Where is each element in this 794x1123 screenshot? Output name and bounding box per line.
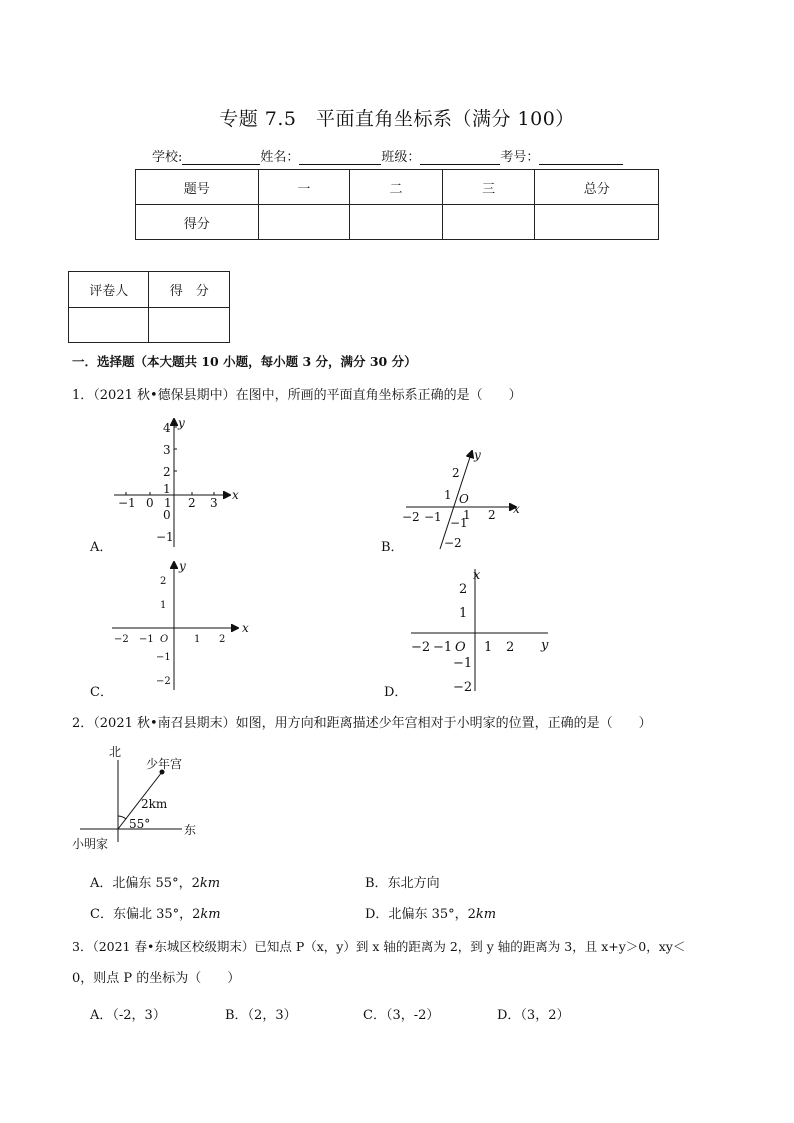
q2-option-b[interactable]: [365, 872, 440, 891]
x-axis-label: y: [541, 638, 549, 653]
q1-figure-a: [110, 415, 250, 550]
q3-option-b[interactable]: B．（2，3）: [225, 1008, 297, 1023]
q1-option-b-label[interactable]: B．: [381, 540, 404, 555]
y-axis-label: y: [178, 416, 185, 430]
option-label: C．: [90, 907, 113, 922]
q1-figure-c: [108, 560, 258, 695]
option-text: 北偏东 55°，2: [112, 876, 200, 891]
section-heading: 一．选择题（本大题共 10 小题，每小题 3 分，满分 30 分）: [72, 354, 417, 369]
question-3-line-2: 0，则点 P 的坐标为（ ）: [72, 971, 241, 986]
tick-label: 2: [506, 640, 515, 655]
east-label: 东: [184, 823, 197, 837]
score-header-cell: 一: [258, 170, 350, 205]
distance-label: 2km: [141, 797, 168, 811]
question-2-text: 2．（2021 秋•南召县期末）如图，用方向和距离描述少年宫相对于小明家的位置，正确的是（ ）: [72, 716, 652, 731]
home-label: 小明家: [72, 837, 109, 851]
tick-label: 2: [488, 508, 496, 522]
tick-label: −1: [433, 640, 453, 655]
student-info-line: [152, 146, 623, 165]
name-field[interactable]: [299, 150, 381, 165]
grader-header-cell: 评卷人: [69, 272, 149, 308]
score-cell[interactable]: [350, 205, 443, 240]
score-row-label: 得分: [136, 205, 259, 240]
id-label: 考号：: [500, 150, 540, 165]
option-text: 北偏东 35°，2: [388, 907, 476, 922]
q2-direction-figure: [70, 742, 210, 854]
q1-figure-b: [400, 445, 530, 555]
option-label: B．: [365, 876, 388, 891]
x-axis-label: x: [242, 621, 249, 635]
score-cell[interactable]: [442, 205, 535, 240]
tick-label: O: [455, 640, 466, 655]
option-unit: km: [200, 907, 221, 922]
tick-label: 1: [160, 600, 167, 611]
tick-label: −2: [411, 640, 431, 655]
tick-label: −1: [118, 496, 136, 510]
tick-label: −1: [450, 516, 468, 530]
angle-label: 55°: [129, 817, 151, 831]
option-label: D．: [365, 907, 389, 922]
tick-label: 0: [146, 496, 154, 510]
tick-label: −1: [156, 530, 174, 544]
option-unit: km: [199, 876, 221, 891]
q3-option-d[interactable]: D．（3，2）: [497, 1008, 570, 1023]
page-title: 专题 7.5 平面直角坐标系（满分 100）: [219, 108, 575, 130]
school-label: 学校:: [152, 150, 183, 165]
tick-label: −1: [139, 634, 154, 645]
target-label: 少年宫: [146, 757, 183, 771]
tick-label: 0: [163, 508, 171, 522]
score-header-cell: 二: [350, 170, 443, 205]
tick-label: −2: [114, 634, 129, 645]
grader-table: [68, 271, 230, 343]
origin-label: O: [459, 492, 469, 506]
tick-label: O: [160, 634, 169, 645]
id-field[interactable]: [539, 150, 623, 165]
tick-label: 1: [194, 634, 201, 645]
q2-option-a[interactable]: [90, 872, 220, 891]
tick-label: 1: [484, 640, 493, 655]
question-1-text: 1．（2021 秋•德保县期中）在图中，所画的平面直角坐标系正确的是（ ）: [72, 388, 522, 403]
tick-label: 2: [160, 576, 167, 587]
north-label: 北: [109, 745, 122, 759]
q2-option-d[interactable]: [365, 903, 496, 922]
score-cell[interactable]: [258, 205, 350, 240]
tick-label: 1: [463, 508, 471, 522]
tick-label: 1: [164, 496, 172, 510]
q1-option-a-label[interactable]: A．: [90, 540, 113, 555]
score-cell[interactable]: [535, 205, 659, 240]
tick-label: 2: [163, 465, 171, 479]
grader-cell[interactable]: [149, 308, 230, 343]
tick-label: 2: [219, 634, 226, 645]
score-header-cell: 总分: [535, 170, 659, 205]
q3-option-c[interactable]: C．（3，-2）: [363, 1008, 440, 1023]
y-axis-label: x: [473, 568, 481, 583]
q2-option-c[interactable]: [90, 903, 221, 922]
option-label: A．: [90, 876, 113, 891]
tick-label: 4: [163, 421, 171, 435]
tick-label: −1: [424, 510, 442, 524]
x-axis-label: x: [232, 488, 239, 502]
school-field[interactable]: [182, 150, 260, 165]
tick-label: 1: [459, 606, 468, 621]
tick-label: 3: [163, 443, 171, 457]
tick-label: −1: [156, 652, 171, 663]
q1-figure-d: [405, 565, 555, 695]
tick-label: 2: [188, 496, 196, 510]
angle-arc: [118, 816, 126, 819]
score-table: [135, 169, 659, 240]
tick-label: 1: [444, 488, 452, 502]
y-axis-label: y: [179, 560, 186, 573]
tick-label: −2: [402, 510, 420, 524]
score-header-cell: 三: [442, 170, 535, 205]
y-axis-label: y: [474, 448, 481, 462]
q3-option-a[interactable]: A．（-2，3）: [90, 1008, 166, 1023]
tick-label: 2: [452, 466, 460, 480]
class-field[interactable]: [420, 150, 500, 165]
grader-cell[interactable]: [69, 308, 149, 343]
class-label: 班级：: [381, 150, 421, 165]
tick-label: −2: [444, 536, 462, 550]
tick-label: 3: [210, 496, 218, 510]
option-unit: km: [475, 907, 497, 922]
q1-option-c-label[interactable]: C．: [90, 685, 113, 700]
name-label: 姓名：: [260, 150, 300, 165]
grader-header-cell: 得 分: [149, 272, 230, 308]
tick-label: 2: [459, 582, 468, 597]
tick-label: −2: [156, 676, 171, 687]
option-text: 东偏北 35°，2: [112, 907, 201, 922]
score-header-cell: 题号: [136, 170, 259, 205]
option-text: 东北方向: [387, 876, 440, 891]
tick-label: 1: [163, 482, 171, 496]
tick-label: −1: [453, 656, 473, 671]
q1-option-d-label[interactable]: D．: [384, 685, 408, 700]
x-axis-label: x: [513, 502, 520, 516]
tick-label: −2: [453, 680, 473, 695]
question-3-line-1: 3．（2021 春•东城区校级期末）已知点 P（x，y）到 x 轴的距离为 2，到 y 轴的距离为 3，且 x+y＞0，xy＜: [72, 939, 686, 954]
